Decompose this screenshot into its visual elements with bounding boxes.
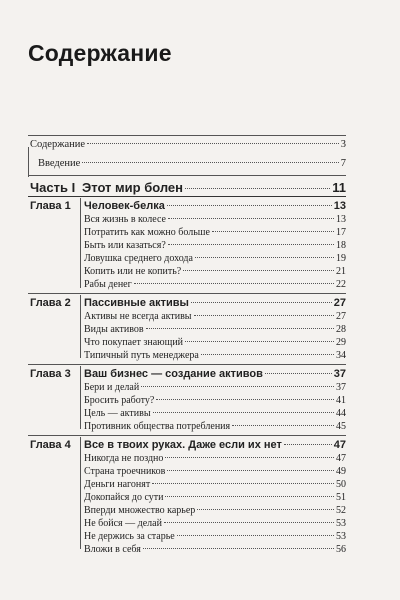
toc-section[interactable] [84, 240, 346, 251]
section-label: Потратить как можно больше [84, 227, 210, 238]
leader-dots [141, 386, 334, 387]
section-page: 49 [336, 466, 346, 477]
toc-section[interactable] [84, 421, 346, 432]
chapter-page: 13 [333, 200, 346, 212]
section-label: Деньги нагонят [84, 479, 151, 490]
toc-section[interactable] [84, 466, 346, 477]
chapter-rule [28, 435, 346, 436]
section-label: Вперди множество карьер [84, 505, 196, 516]
toc-section[interactable] [84, 492, 346, 503]
chapter-title: Все в твоих руках. Даже если их нет [84, 439, 282, 451]
section-page: 52 [336, 505, 346, 516]
leader-dots [183, 270, 334, 271]
leader-dots [194, 315, 334, 316]
section-page: 41 [336, 395, 346, 406]
leader-dots [82, 162, 338, 163]
section-label: Бери и делай [84, 382, 140, 393]
section-label: Докопайся до сути [84, 492, 164, 503]
chapter-title: Пассивные активы [84, 297, 189, 309]
chapter-title: Человек-белка [84, 200, 165, 212]
section-page: 53 [336, 518, 346, 529]
toc-section[interactable] [84, 350, 346, 361]
leader-dots [185, 188, 330, 189]
section-page: 27 [336, 311, 346, 322]
section-label: Виды активов [84, 324, 144, 335]
chapter-bracket [80, 366, 81, 429]
section-label: Не держись за старье [84, 531, 175, 542]
section-label: Цель — активы [84, 408, 151, 419]
leader-dots [156, 399, 334, 400]
chapter-page: 37 [333, 368, 346, 380]
toc-entry-contents[interactable] [30, 139, 346, 150]
chapter-bracket [80, 437, 81, 549]
section-page: 37 [336, 382, 346, 393]
leader-dots [201, 354, 334, 355]
section-label: Не бойся — делай [84, 518, 162, 529]
leader-dots [87, 143, 339, 144]
toc-entry-page: 3 [340, 139, 346, 150]
section-label: Ловушка среднего дохода [84, 253, 193, 264]
chapter-bracket [80, 295, 81, 358]
leader-dots [146, 328, 334, 329]
toc-section[interactable] [84, 544, 346, 555]
section-label: Быть или казаться? [84, 240, 166, 251]
toc-chapter-2[interactable] [84, 297, 346, 309]
page-title: Содержание [28, 40, 172, 66]
toc-section[interactable] [84, 408, 346, 419]
toc-chapter-3[interactable] [84, 368, 346, 380]
toc-section[interactable] [84, 479, 346, 490]
leader-dots [185, 341, 334, 342]
section-page: 22 [336, 279, 346, 290]
leader-dots [284, 444, 332, 445]
leader-dots [212, 231, 334, 232]
chapter-number: Глава 4 [30, 439, 71, 451]
section-page: 56 [336, 544, 346, 555]
section-page: 19 [336, 253, 346, 264]
section-page: 28 [336, 324, 346, 335]
leader-dots [167, 205, 332, 206]
section-label: Что покупает знающий [84, 337, 184, 348]
toc-section[interactable] [84, 253, 346, 264]
toc-section[interactable] [84, 227, 346, 238]
part-title: Этот мир болен [82, 180, 184, 195]
section-page: 45 [336, 421, 346, 432]
leader-dots [177, 535, 334, 536]
leader-dots [167, 470, 334, 471]
toc-entry-introduction[interactable] [38, 158, 346, 169]
toc-entry-label: Введение [38, 158, 81, 169]
chapter-page: 27 [333, 297, 346, 309]
toc-section[interactable] [84, 453, 346, 464]
section-page: 18 [336, 240, 346, 251]
leader-dots [153, 412, 334, 413]
front-rule [28, 175, 346, 176]
section-label: Активы не всегда активы [84, 311, 192, 322]
section-page: 17 [336, 227, 346, 238]
section-page: 44 [336, 408, 346, 419]
section-page: 21 [336, 266, 346, 277]
section-page: 29 [336, 337, 346, 348]
leader-dots [195, 257, 334, 258]
section-page: 13 [336, 214, 346, 225]
section-label: Типичный путь менеджера [84, 350, 199, 361]
leader-dots [168, 218, 334, 219]
part-page: 11 [332, 180, 346, 195]
toc-section[interactable] [84, 531, 346, 542]
toc-part-1[interactable] [82, 180, 346, 195]
leader-dots [143, 548, 334, 549]
front-bracket [28, 147, 29, 177]
chapter-title: Ваш бизнес — создание активов [84, 368, 263, 380]
toc-entry-page: 7 [340, 158, 346, 169]
section-label: Противник общества потребления [84, 421, 231, 432]
section-page: 47 [336, 453, 346, 464]
leader-dots [265, 373, 332, 374]
chapter-bracket [80, 198, 81, 288]
part-number: Часть I [30, 180, 76, 195]
section-label: Копить или не копить? [84, 266, 182, 277]
chapter-rule [28, 364, 346, 365]
leader-dots [191, 302, 332, 303]
section-label: Вложи в себя [84, 544, 141, 555]
leader-dots [165, 457, 334, 458]
section-label: Никогда не поздно [84, 453, 164, 464]
toc-entry-label: Содержание [30, 139, 86, 150]
toc-section[interactable] [84, 266, 346, 277]
leader-dots [197, 509, 334, 510]
leader-dots [168, 244, 334, 245]
toc-section[interactable] [84, 505, 346, 516]
toc-section[interactable] [84, 518, 346, 529]
section-label: Рабы денег [84, 279, 132, 290]
chapter-number: Глава 2 [30, 297, 71, 309]
chapter-number: Глава 1 [30, 200, 71, 212]
toc-section[interactable] [84, 337, 346, 348]
toc-section[interactable] [84, 279, 346, 290]
leader-dots [164, 522, 334, 523]
section-page: 51 [336, 492, 346, 503]
leader-dots [232, 425, 334, 426]
leader-dots [165, 496, 334, 497]
toc-section[interactable] [84, 382, 346, 393]
section-label: Бросить работу? [84, 395, 155, 406]
section-page: 53 [336, 531, 346, 542]
chapter-number: Глава 3 [30, 368, 71, 380]
part-rule [28, 196, 346, 197]
chapter-page: 47 [333, 439, 346, 451]
section-page: 50 [336, 479, 346, 490]
toc-section[interactable] [84, 324, 346, 335]
chapter-rule [28, 293, 346, 294]
toc-section[interactable] [84, 311, 346, 322]
top-rule [28, 135, 346, 136]
toc-chapter-4[interactable] [84, 439, 346, 451]
toc-chapter-1[interactable] [84, 200, 346, 212]
section-page: 34 [336, 350, 346, 361]
section-label: Страна троечников [84, 466, 166, 477]
section-label: Вся жизнь в колесе [84, 214, 166, 225]
leader-dots [152, 483, 334, 484]
toc-section[interactable] [84, 214, 346, 225]
leader-dots [134, 283, 334, 284]
toc-section[interactable] [84, 395, 346, 406]
